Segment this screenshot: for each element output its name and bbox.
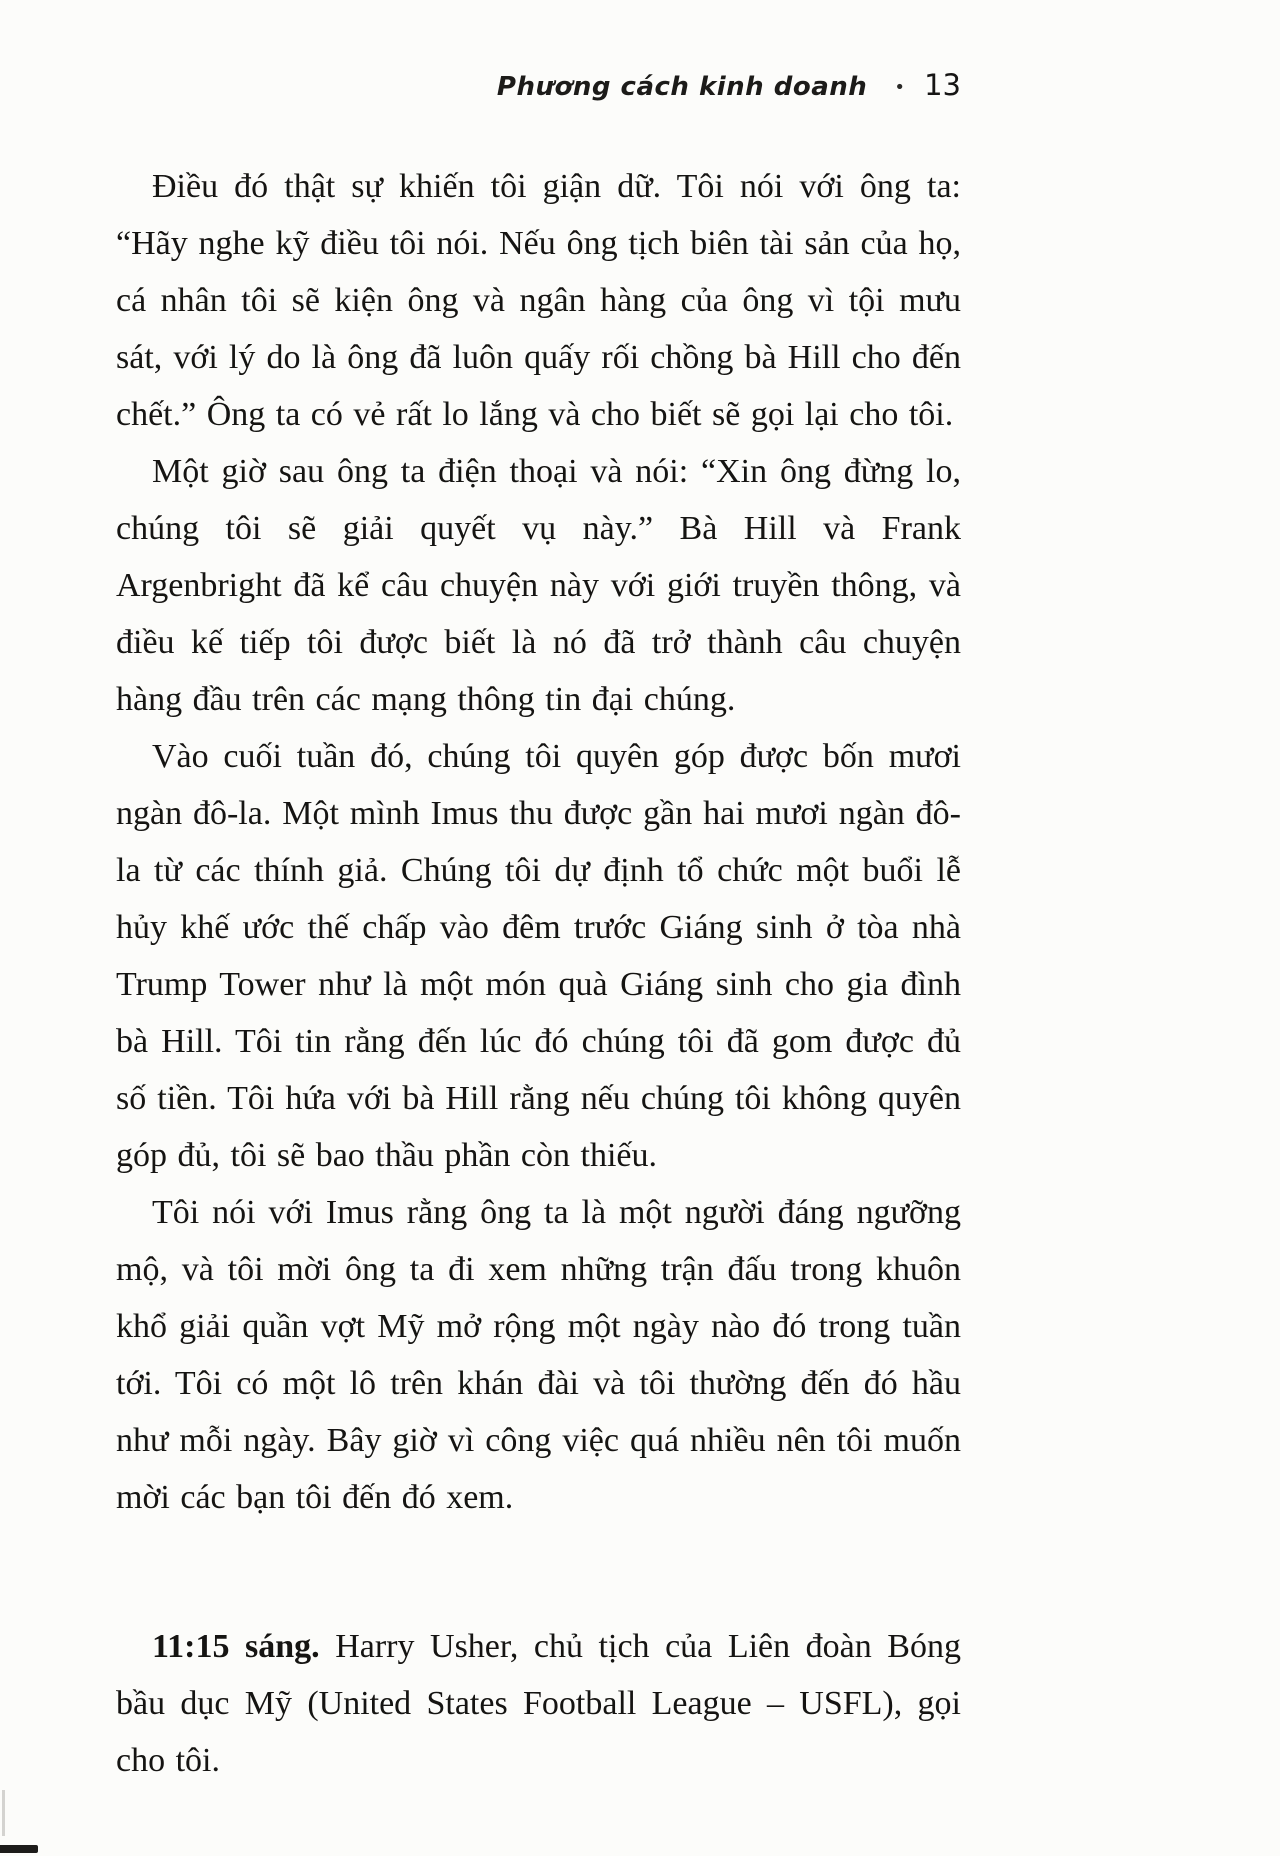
scan-artifact-mark <box>0 1845 38 1853</box>
scan-artifact-smudge <box>2 1790 5 1836</box>
paragraph-1: Điều đó thật sự khiến tôi giận dữ. Tôi nói với ông ta: “Hãy nghe kỹ điều tôi nói. Nếu ông tịch biên tài sản của họ, cá nhân tôi sẽ kiện ông và ngân hàng của ông vì tội mưu sát, với lý do là ông đã luôn quấy rối chồng bà Hill cho đến chết.” Ông ta có vẻ rất lo lắng và cho biết sẽ gọi lại cho tôi. <box>116 168 961 433</box>
body-text <box>116 158 961 1789</box>
text-column <box>116 0 961 1789</box>
paragraph-4: Tôi nói với Imus rằng ông ta là một người đáng ngưỡng mộ, và tôi mời ông ta đi xem những trận đấu trong khuôn khổ giải quần vợt Mỹ mở rộng một ngày nào đó trong tuần tới. Tôi có một lô trên khán đài và tôi thường đến đó hầu như mỗi ngày. Bây giờ vì công việc quá nhiều nên tôi muốn mời các bạn tôi đến đó xem. <box>116 1194 961 1516</box>
paragraph-2: Một giờ sau ông ta điện thoại và nói: “Xin ông đừng lo, chúng tôi sẽ giải quyết vụ này.” Bà Hill và Frank Argenbright đã kể câu chuyện này với giới truyền thông, và điều kế tiếp tôi được biết là nó đã trở thành câu chuyện hàng đầu trên các mạng thông tin đại chúng. <box>116 453 961 718</box>
paragraph-5-text: Harry Usher, chủ tịch của Liên đoàn Bóng bầu dục Mỹ (United States Football League – USFL), gọi cho tôi. <box>116 1628 961 1779</box>
paragraph-3: Vào cuối tuần đó, chúng tôi quyên góp được bốn mươi ngàn đô-la. Một mình Imus thu được gần hai mươi ngàn đô-la từ các thính giả. Chúng tôi dự định tổ chức một buổi lễ hủy khế ước thế chấp vào đêm trước Giáng sinh ở tòa nhà Trump Tower như là một món quà Giáng sinh cho gia đình bà Hill. Tôi tin rằng đến lúc đó chúng tôi đã gom được đủ số tiền. Tôi hứa với bà Hill rằng nếu chúng tôi không quyên góp đủ, tôi sẽ bao thầu phần còn thiếu. <box>116 738 961 1174</box>
running-header <box>116 68 961 102</box>
page-number: 13 <box>924 68 961 102</box>
header-bullet-icon: • <box>894 77 905 98</box>
running-title: Phương cách kinh doanh <box>496 72 868 102</box>
paragraph-5 <box>116 1618 961 1789</box>
time-lead-in: 11:15 sáng. <box>152 1628 320 1665</box>
